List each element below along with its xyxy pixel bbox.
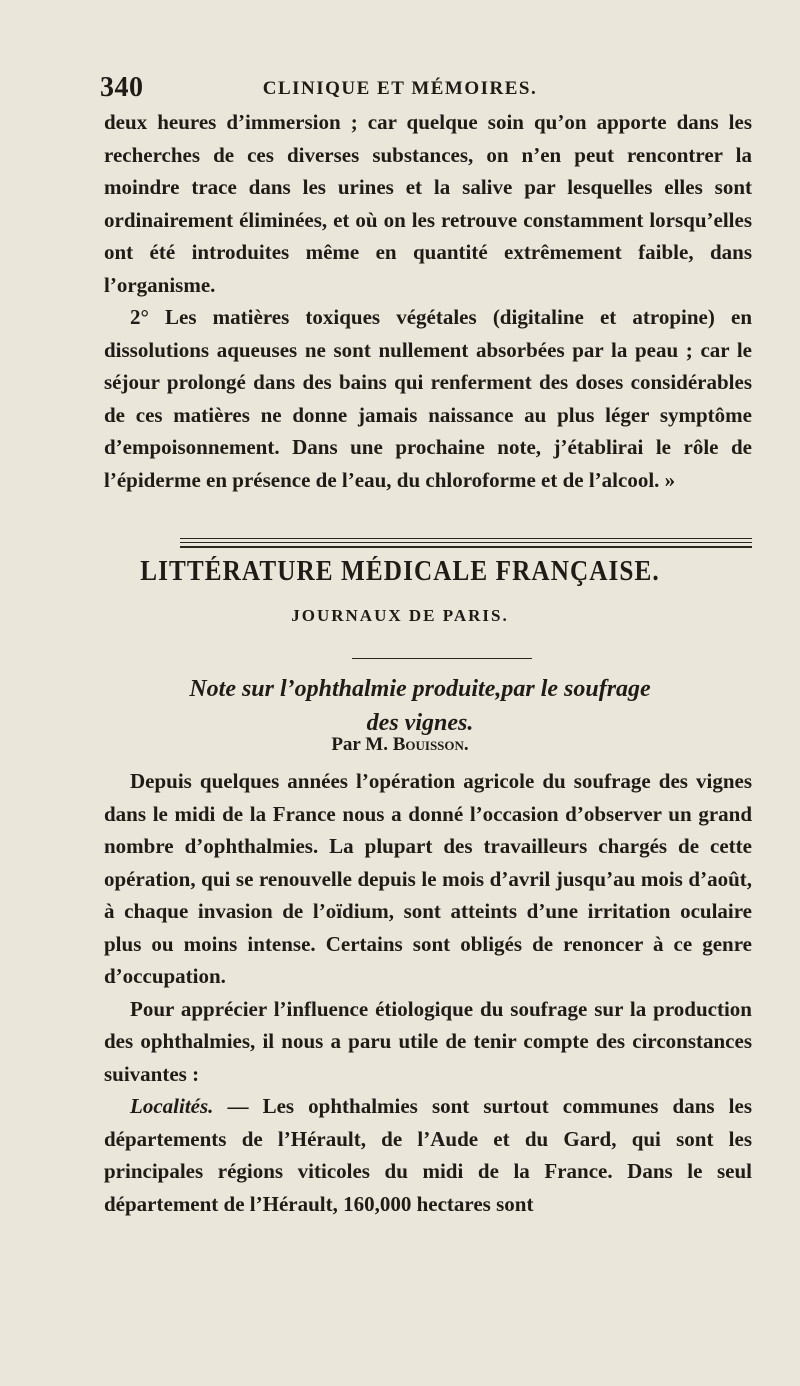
divider-rule	[180, 542, 752, 543]
author-name: Bouisson.	[392, 734, 469, 755]
article-title	[120, 672, 720, 740]
paragraph: Pour apprécier l’influence étiologique du soufrage sur la production des ophthalmies, il nous a paru utile de tenir compte des circonstances suivantes :	[104, 996, 752, 1086]
paragraph	[104, 1090, 752, 1220]
body-text-top	[104, 106, 752, 496]
body-text-article	[104, 765, 752, 1220]
section-title: LITTÉRATURE MÉDICALE FRANÇAISE.	[140, 556, 660, 587]
paragraph: 2° Les matières toxiques végétales (digitaline et atropine) en dissolutions aqueuses ne sont nullement absorbées par la peau ; car le séjour prolongé dans des bains qui renferment des doses considérables de ces matières ne donne jamais naissance au plus léger symptôme d’empoisonnement. Dans une prochaine note, j’établirai le rôle de l’épiderme en présence de l’eau, du chloroforme et de l’alcool. »	[104, 305, 752, 492]
paragraph: deux heures d’immersion ; car quelque soin qu’on apporte dans les recherches de ces diverses substances, on n’en peut rencontrer la moindre trace dans les urines et la salive par lesquelles elles sont ordinairement éliminées, et où on les retrouve constamment lorsqu’elles ont été introduites même en quantité extrêmement faible, dans l’organisme.	[104, 110, 752, 297]
author-prefix: Par M.	[331, 734, 393, 755]
divider-rule	[352, 658, 532, 659]
paragraph-label: Localités.	[130, 1094, 214, 1118]
paragraph-text: — Les ophthalmies sont surtout communes dans les départements de l’Hérault, de l’Aude et du Gard, qui sont les principales régions viticoles du midi de la France. Dans le seul département de l’Hérault, 160,000 hectares sont	[104, 1094, 752, 1216]
page-number: 340	[100, 72, 144, 103]
divider-rule	[180, 538, 752, 539]
running-title: CLINIQUE ET MÉMOIRES.	[262, 78, 538, 99]
paragraph: Depuis quelques années l’opération agricole du soufrage des vignes dans le midi de la France nous a donné l’occasion d’observer un grand nombre d’ophthalmies. La plupart des travailleurs chargés de cette opération, qui se renouvelle depuis le mois d’avril jusqu’au mois d’août, à chaque invasion de l’oïdium, sont atteints d’une irritation oculaire plus ou moins intense. Certains sont obligés de renoncer à ce genre d’occupation.	[104, 769, 752, 988]
article-author	[0, 734, 800, 756]
page-header	[100, 72, 700, 108]
divider-rule	[180, 546, 752, 548]
article-title-line: Note sur l’ophthalmie produite,par le soufrage	[189, 676, 651, 702]
article-title-line: des vignes.	[366, 710, 474, 736]
section-subtitle: JOURNAUX DE PARIS.	[291, 606, 509, 625]
